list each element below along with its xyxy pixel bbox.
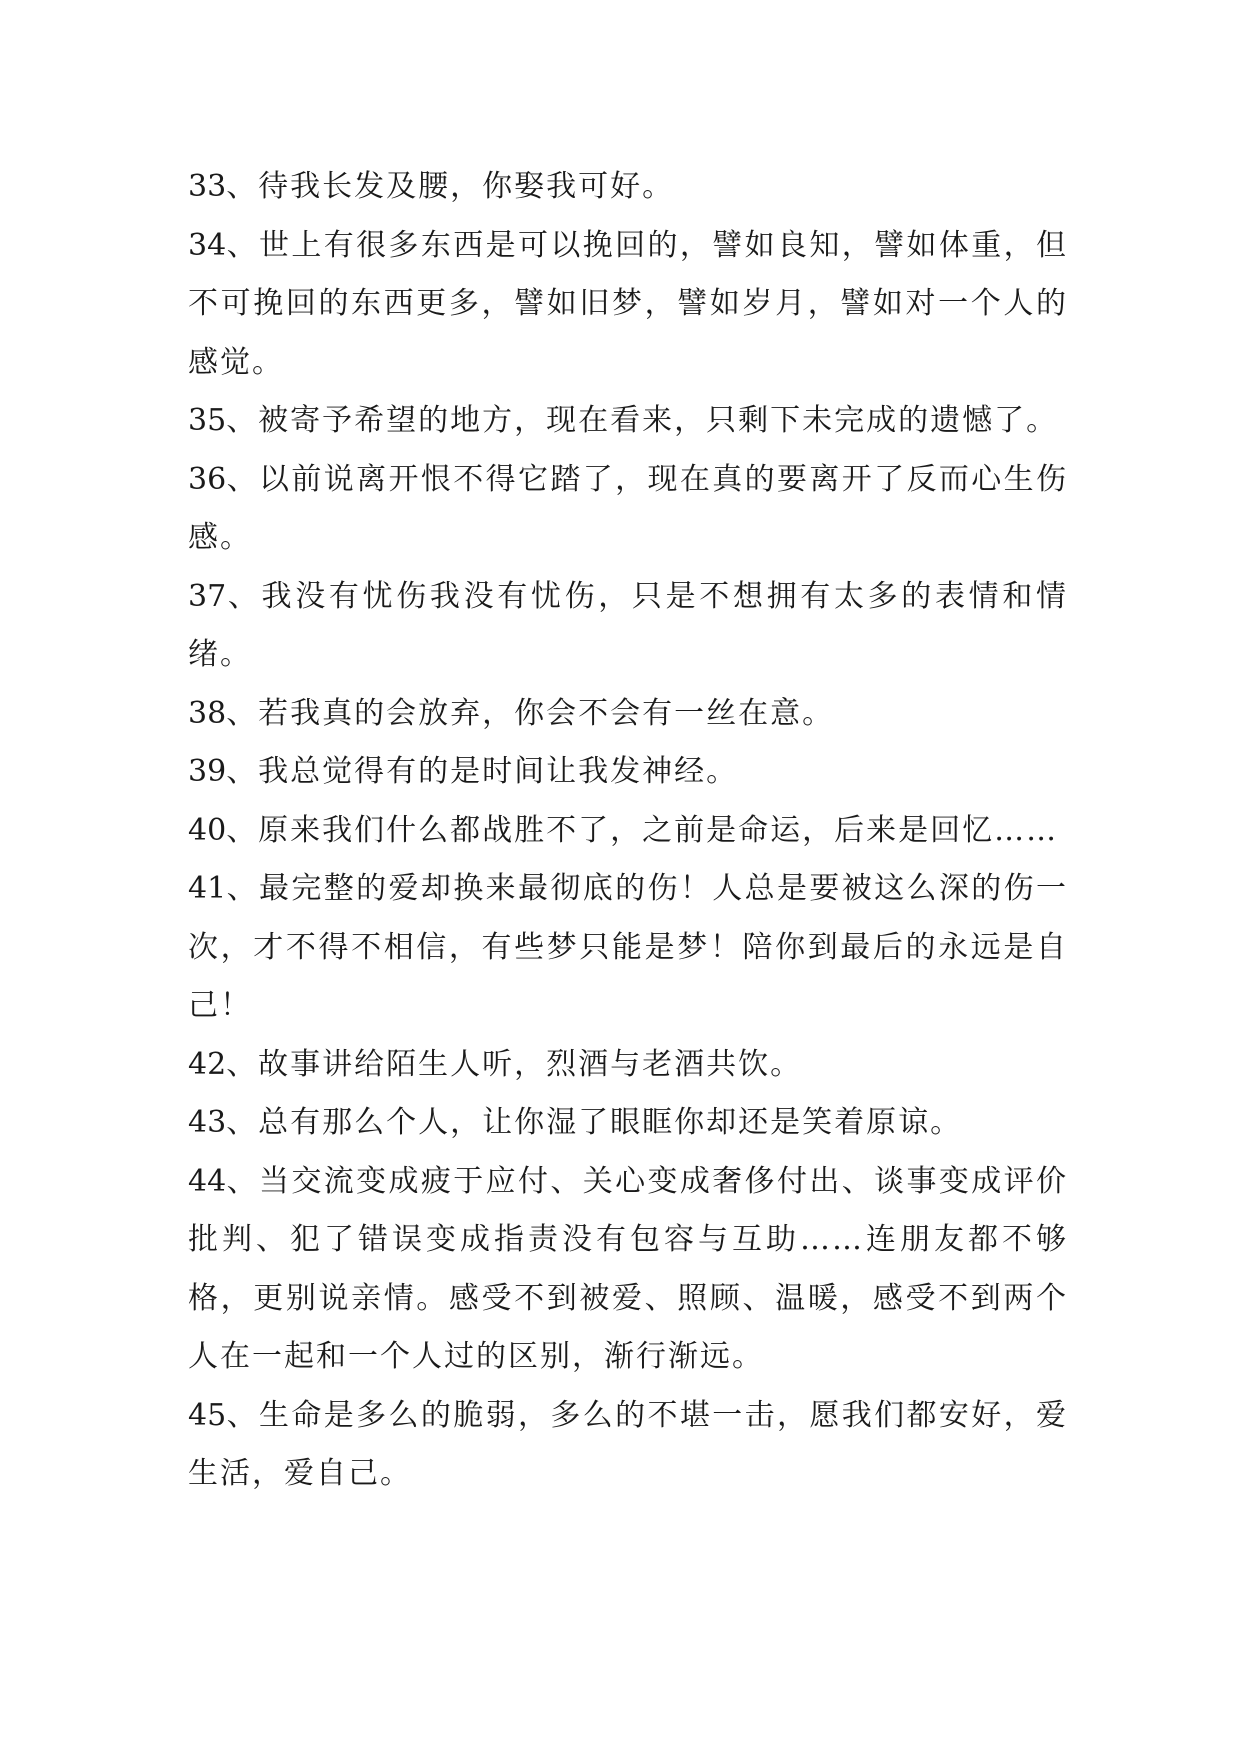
item-text: 、最完整的爱却换来最彻底的伤！人总是要被这么深的伤一次，才不得不相信，有些梦只能是梦！陪你到最后的永远是自己！ (188, 871, 1068, 1023)
item-text: 、生命是多么的脆弱，多么的不堪一击，愿我们都安好，爱生活，爱自己。 (188, 1397, 1068, 1491)
item-number: 41 (188, 871, 227, 906)
item-number: 38 (188, 695, 227, 731)
item-text: 、故事讲给陌生人听，烈酒与老酒共饮。 (226, 1046, 803, 1082)
item-text: 、我总觉得有的是时间让我发神经。 (226, 754, 739, 789)
item-text: 、被寄予希望的地方，现在看来，只剩下未完成的遗憾了。 (226, 403, 1059, 438)
list-item (188, 158, 1068, 217)
item-text: 、以前说离开恨不得它踏了，现在真的要离开了反而心生伤感。 (188, 461, 1068, 555)
list-item (188, 743, 1068, 802)
item-number: 40 (188, 812, 227, 848)
item-number: 45 (188, 1397, 227, 1433)
list-item (188, 685, 1068, 744)
item-number: 35 (188, 403, 227, 438)
item-text: 、我没有忧伤我没有忧伤，只是不想拥有太多的表情和情绪。 (188, 578, 1068, 672)
item-number: 42 (188, 1046, 227, 1082)
item-number: 37 (188, 578, 227, 614)
item-number: 39 (188, 754, 227, 789)
list-item (188, 1153, 1068, 1387)
item-number: 44 (188, 1163, 227, 1199)
item-text: 、当交流变成疲于应付、关心变成奢侈付出、谈事变成评价批判、犯了错误变成指责没有包容与互助……连朋友都不够格，更别说亲情。感受不到被爱、照顾、温暖，感受不到两个人在一起和一个人过的区别，渐行渐远。 (188, 1163, 1068, 1374)
item-number: 33 (188, 169, 227, 204)
item-text: 、若我真的会放弃，你会不会有一丝在意。 (226, 695, 835, 731)
item-text: 、待我长发及腰，你娶我可好。 (226, 169, 675, 204)
item-number: 36 (188, 461, 227, 497)
list-item (188, 568, 1068, 685)
list-item (188, 1387, 1068, 1504)
list-item (188, 1094, 1068, 1153)
list-item (188, 860, 1068, 1036)
item-number: 34 (188, 227, 227, 263)
list-item (188, 451, 1068, 568)
item-text: 、原来我们什么都战胜不了，之前是命运，后来是回忆…… (226, 812, 1059, 848)
list-item (188, 802, 1068, 861)
list-item (188, 1036, 1068, 1095)
quote-list (188, 158, 1068, 1504)
list-item (188, 217, 1068, 393)
item-number: 43 (188, 1105, 227, 1140)
list-item (188, 392, 1068, 451)
item-text: 、总有那么个人，让你湿了眼眶你却还是笑着原谅。 (226, 1105, 963, 1140)
item-text: 、世上有很多东西是可以挽回的，譬如良知，譬如体重，但不可挽回的东西更多，譬如旧梦，譬如岁月，譬如对一个人的感觉。 (188, 227, 1068, 380)
